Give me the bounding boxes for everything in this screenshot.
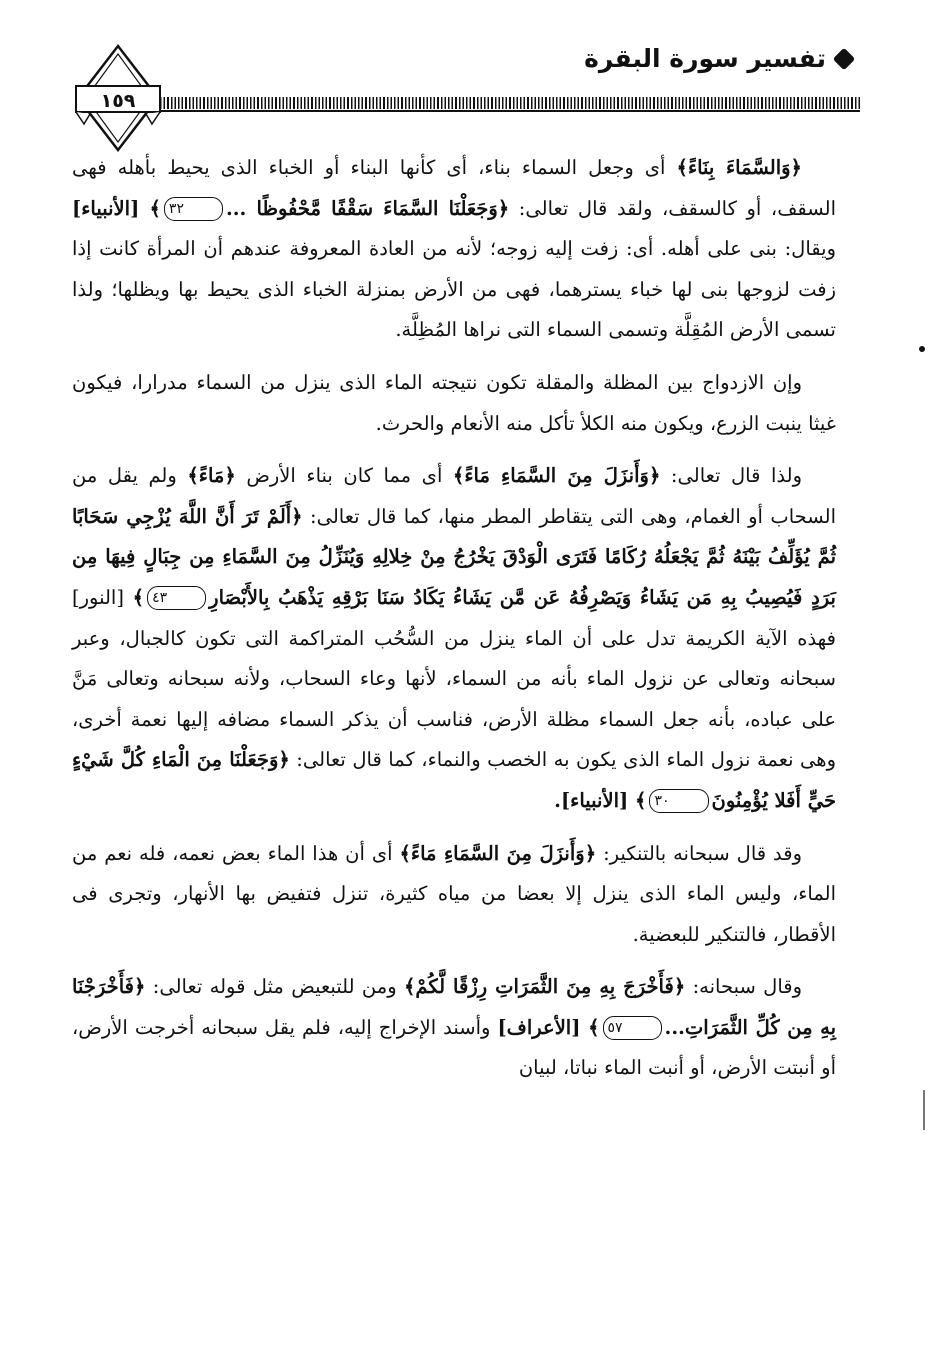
running-title: تفسير سورة البقرة bbox=[584, 44, 826, 73]
quran-quote: ﴾ bbox=[580, 1015, 600, 1039]
quran-quote: ﴿وَأَنزَلَ مِنَ السَّمَاءِ مَاءً﴾ bbox=[452, 464, 661, 488]
quran-quote: ﴿وَجَعَلْنَا مِنَ الْمَاءِ كُلَّ شَيْءٍ حَيٍّ أَفَلا يُؤْمِنُونَ bbox=[72, 748, 836, 812]
quran-quote: ﴿أَلَمْ تَرَ أَنَّ اللَّهَ يُزْجِي سَحَابًا ثُمَّ يُؤَلِّفُ بَيْنَهُ ثُمَّ يَجْعَلُهُ رُكَامًا فَتَرَى الْوَدْقَ يَخْرُجُ مِنْ خِلالِهِ وَيُنَزِّلُ مِنَ السَّمَاءِ مِن جِبَالٍ فِيهَا مِن بَرَدٍ فَيُصِيبُ بِهِ مَن يَشَاءُ وَيَصْرِفُهُ عَن مَّن يَشَاءُ يَكَادُ سَنَا بَرْقِهِ يَذْهَبُ بِالأَبْصَارِ bbox=[72, 504, 836, 609]
ayah-number-marker: ٣٠ bbox=[649, 789, 708, 813]
body-text-segment: وأسند الإخراج إليه، فلم يقل سبحانه أخرجت الأرض، أو أنبتت الأرض، أو أنبت الماء نباتا، لبيان bbox=[72, 1015, 836, 1080]
body-text-segment: أى مما كان بناء الأرض bbox=[235, 464, 453, 488]
margin-dot bbox=[919, 346, 925, 352]
page-number: ١٥٩ bbox=[100, 90, 136, 112]
body-text-segment: أى أن هذا الماء بعض نعمه، فله نعم من الماء، وليس الماء الذى ينزل إلا بعضا من مياه كثيرة، تنزل فتفيض بها الأنهار، وتجرى فى الأقطار، فالتنكير للبعضية. bbox=[72, 841, 836, 946]
paragraph bbox=[72, 148, 836, 351]
quran-quote: ﴾ bbox=[123, 585, 145, 609]
quran-quote: ﴿فَأَخْرَجْنَا بِهِ مِن كُلِّ الثَّمَرَاتِ... bbox=[72, 975, 836, 1039]
paragraph bbox=[72, 456, 836, 821]
body-text-segment: وقد قال سبحانه بالتنكير: bbox=[596, 841, 802, 865]
quran-quote: ﴾ bbox=[628, 788, 647, 812]
margin-line bbox=[923, 1090, 925, 1130]
quran-quote: ﴾ bbox=[139, 196, 161, 220]
quran-quote: ﴿مَاءً﴾ bbox=[187, 464, 236, 488]
ayah-number-marker: ٤٣ bbox=[147, 586, 206, 610]
surah-reference: [الأعراف] bbox=[497, 1015, 581, 1039]
quran-quote: ﴿وَجَعَلْنَا السَّمَاءَ سَقْفًا مَّحْفُوظًا ... bbox=[225, 196, 510, 220]
ayah-number-marker: ٣٢ bbox=[164, 197, 223, 221]
quran-quote: ﴿فَأَخْرَجَ بِهِ مِنَ الثَّمَرَاتِ رِزْقًا لَّكُمْ﴾ bbox=[404, 975, 686, 999]
body-text-segment: وقال سبحانه: bbox=[685, 975, 803, 999]
paragraph bbox=[72, 967, 836, 1089]
header-rule-base bbox=[160, 110, 860, 112]
body-text-segment: ولذا قال تعالى: bbox=[660, 464, 803, 488]
ayah-number-marker: ٥٧ bbox=[603, 1016, 662, 1040]
body-text-segment: وإن الازدواج بين المظلة والمقلة تكون نتيجته الماء الذى ينزل من السماء مدرارا، فيكون غيثا ينبت الزرع، ويكون منه الكلأ تأكل منه الأنعام والحرث. bbox=[72, 370, 836, 435]
surah-reference: [الأنبياء]. bbox=[554, 788, 629, 812]
quran-quote: ﴿وَالسَّمَاءَ بِنَاءً﴾ bbox=[676, 156, 802, 179]
body-text bbox=[72, 148, 836, 1101]
body-text-segment: ومن للتبعيض مثل قوله تعالى: bbox=[145, 975, 404, 999]
page-number-badge bbox=[72, 42, 164, 152]
body-text-segment: أى وجعل السماء بناء، أى كأنها البناء أو الخباء الذى يحيط بأهله فهى السقف، أو كالسقف، ولقد قال تعالى: bbox=[72, 156, 837, 220]
page-header bbox=[70, 30, 860, 140]
ornament-icon bbox=[833, 47, 856, 70]
surah-reference: [الأنبياء] bbox=[72, 196, 140, 220]
quran-quote: ﴿وَأَنزَلَ مِنَ السَّمَاءِ مَاءً﴾ bbox=[399, 841, 597, 865]
paragraph bbox=[72, 363, 836, 444]
body-text-segment: فهذه الآية الكريمة تدل على أن الماء ينزل من السُّحُب المتراكمة التى تكون كالجبال، وعبر سبحانه وتعالى عن نزول الماء بأنه من السماء، لأنها وعاء السحاب، ولأنه سبحانه وتعالى مَنَّ على عباده، بأنه جعل السماء مظلة الأرض، فناسب أن يذكر السماء مضافه إليها نعمة أخرى، وهى نعمة نزول الماء الذى يكون به الخصب والنماء، كما قال تعالى: bbox=[72, 626, 836, 772]
running-head bbox=[584, 44, 852, 73]
body-text-segment: ويقال: بنى على أهله. أى: زفت إليه زوجه؛ لأنه من العادة المعروفة عندهم أن المرأة كانت إذا زفت لزوجها بنى لها خباء يسترهما، فهى من الأرض بمنزلة الخباء الذى يحيط بها ويظلها؛ ولذا تسمى الأرض المُقِلَّة وتسمى السماء التى نراها المُظِلَّة. bbox=[72, 237, 836, 342]
body-text-segment: ولم يقل من السحاب أو الغمام، وهى التى يتقاطر المطر منها، كما قال تعالى: bbox=[72, 464, 836, 528]
paragraph bbox=[72, 834, 836, 956]
header-rule bbox=[160, 97, 860, 109]
body-text-segment: [النور] bbox=[72, 585, 124, 609]
